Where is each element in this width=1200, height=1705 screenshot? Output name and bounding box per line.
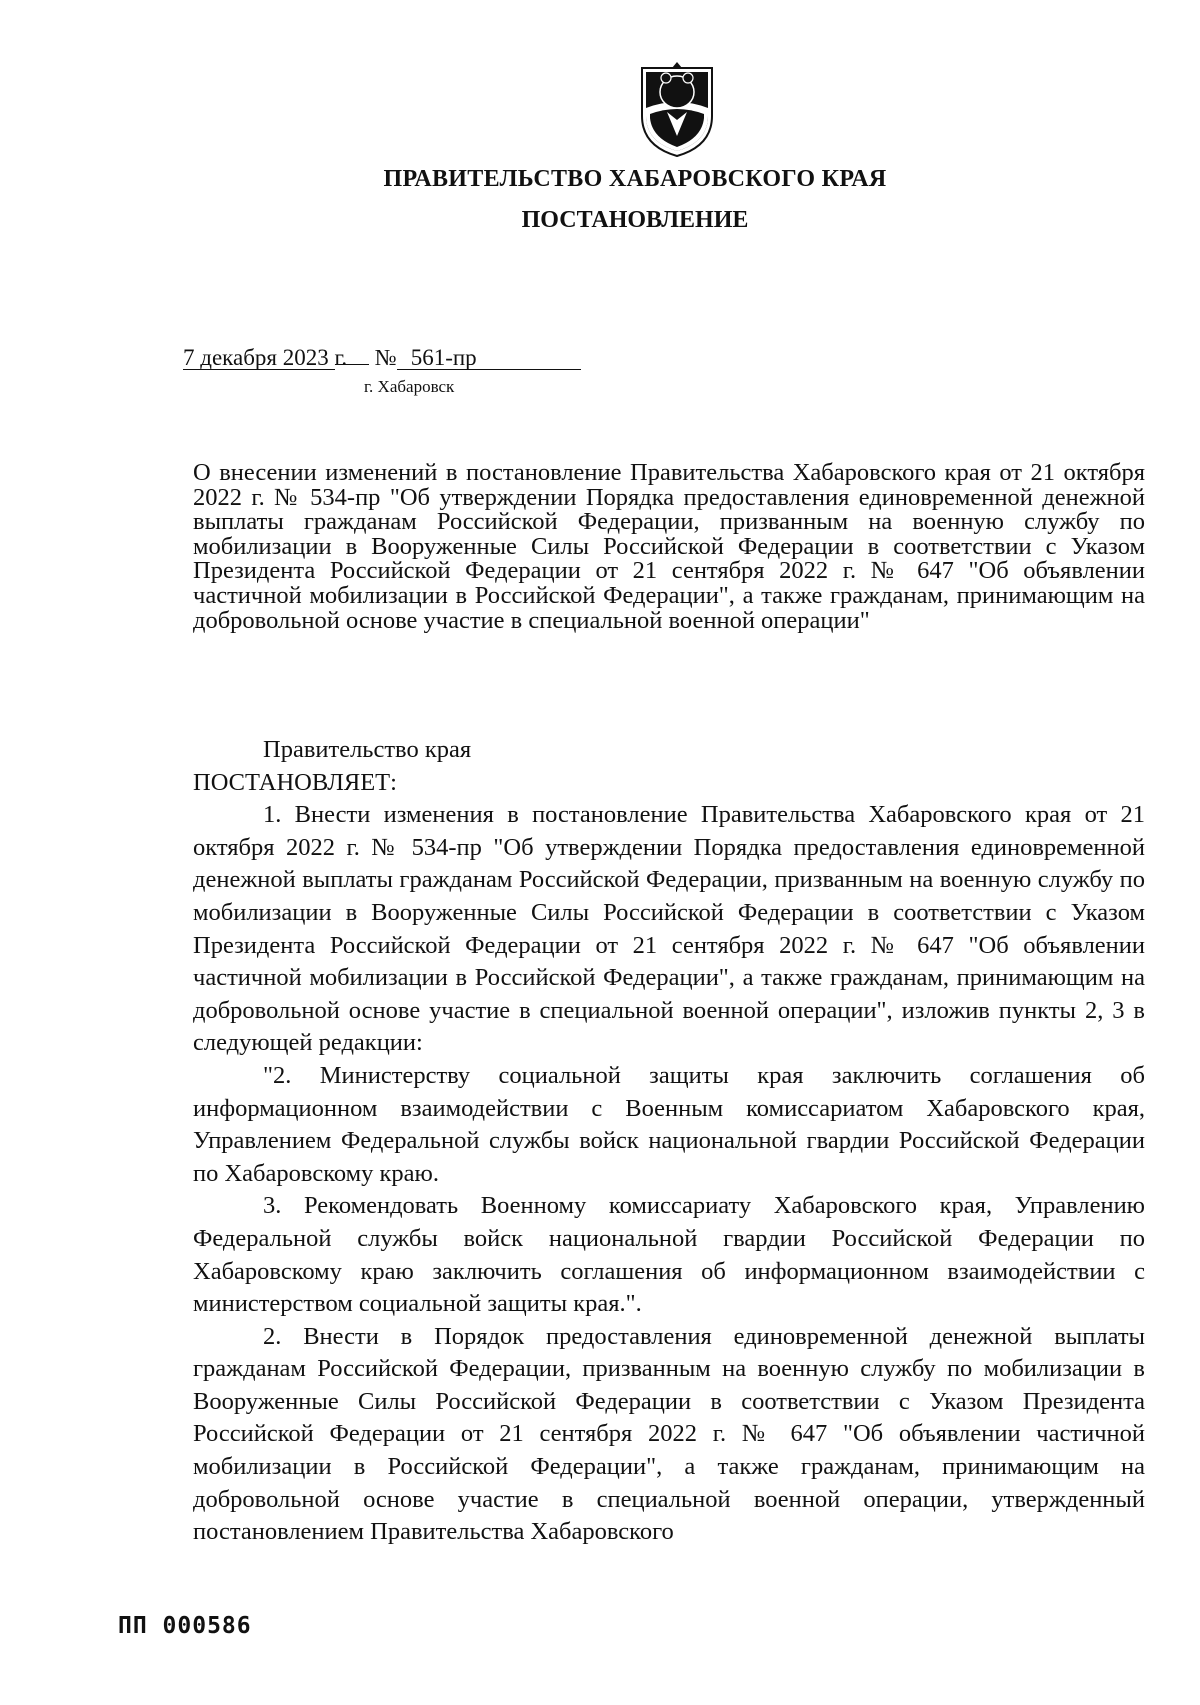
body-paragraph: 1. Внести изменения в постановление Правительства Хабаровского края от 21 октября 2022 г. № 534-пр "Об утверждении Порядка предоставления единовременной денежной выплаты гражданам Российской Федерации, призванным на военную службу по мобилизации в Вооруженные Силы Российской Федерации в соответствии с Указом Президента Российской Федерации от 21 сентября 2022 г. № 647 "Об объявлении частичной мобилизации в Российской Федерации", а также гражданам, принимающим на добровольной основе участие в специальной военной операции", изложив пункты 2, 3 в следующей редакции: [193,801,1145,1057]
document-number: 561-пр [397,347,581,370]
number-label: № [374,345,397,370]
body-paragraph: 3. Рекомендовать Военному комиссариату Хабаровского края, Управлению Федеральной службы войск национальной гвардии Российской Федерации по Хабаровскому краю заключить соглашения об информационном взаимодействии с министерством социальной защиты края.". [193,1192,1145,1318]
document-type-heading: ПОСТАНОВЛЕНИЕ [521,207,749,233]
body-intro: Правительство края [263,736,472,763]
body-paragraph: "2. Министерству социальной защиты края заключить соглашения об информационном взаимодействии с Военным комиссариатом Хабаровского края, Управлением Федеральной службы войск национальной гвардии Российской Федерации по Хабаровскому краю. [193,1061,1145,1187]
body-paragraph: 2. Внести в Порядок предоставления единовременной денежной выплаты гражданам Российской Федерации, призванным на военную службу по мобилизации в Вооруженные Силы Российской Федерации в соответствии с Указом Президента Российской Федерации от 21 сентября 2022 г. № 647 "Об объявлении частичной мобилизации в Российской Федерации", а также гражданам, принимающим на добровольной основе участие в специальной военной операции, утвержденный постановлением Правительства Хабаровского [193,1322,1145,1546]
organization-heading: ПРАВИТЕЛЬСТВО ХАБАРОВСКОГО КРАЯ [383,166,887,192]
document-title: О внесении изменений в постановление Правительства Хабаровского края от 21 октября 2022 г. № 534-пр "Об утверждении Порядка предоставления единовременной денежной выплаты гражданам Российской Федерации, призванным на военную службу по мобилизации в Вооруженные Силы Российской Федерации в соответствии с Указом Президента Российской Федерации от 21 сентября 2022 г. № 647 "Об объявлении частичной мобилизации в Российской Федерации", а также гражданам, принимающим на добровольной основе участие в специальной военной операции" [193,459,1145,634]
body-resolves: ПОСТАНОВЛЯЕТ: [193,768,397,796]
document-city: г. Хабаровск [364,377,455,396]
footer-code: ПП 000586 [118,1613,252,1639]
khabarovsk-coat-of-arms-emblem [636,58,718,160]
document-date: 7 декабря 2023 г. [183,345,348,370]
date-number-line [183,345,581,371]
document-body [193,734,1145,1549]
